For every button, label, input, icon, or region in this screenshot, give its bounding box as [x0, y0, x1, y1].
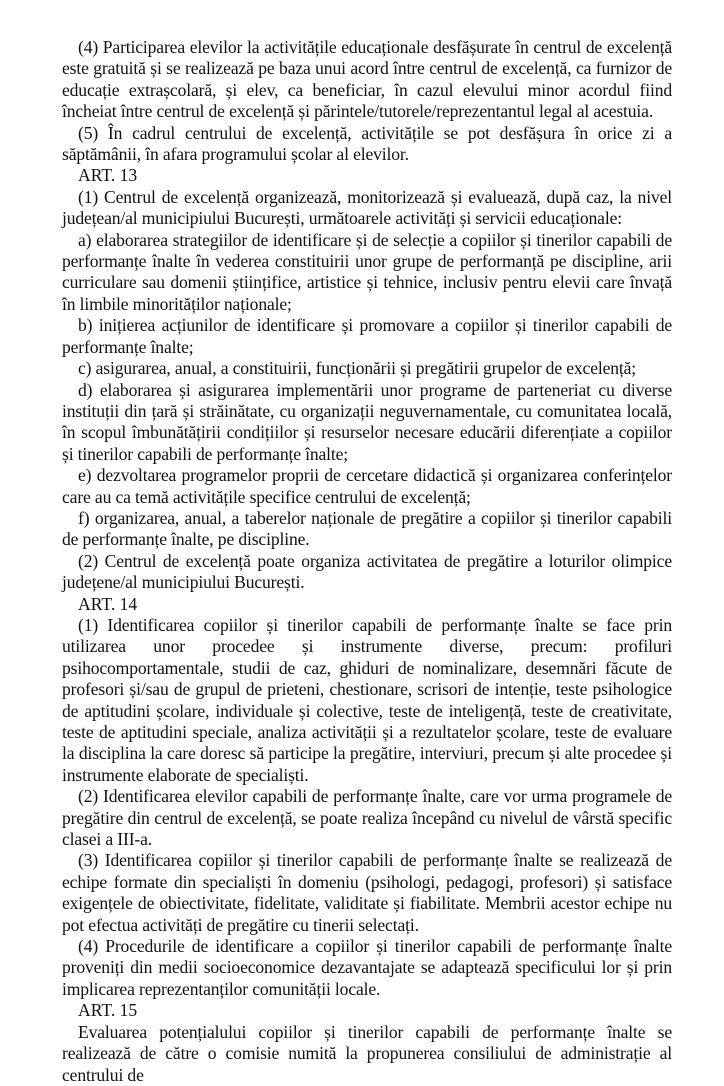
article-heading-15: ART. 15: [78, 1000, 138, 1021]
paragraph-art14-4: (4) Procedurile de identificare a copiilor și tinerilor capabili de performanțe înalte proveniți din medii socioeconomice dezavantajate se adaptează specificului lor și prin implicarea reprezentanților comunității locale.: [62, 936, 672, 999]
paragraph-art13-1-c: c) asigurarea, anual, a constituirii, funcționării și pregătirii grupelor de excelență;: [78, 358, 637, 379]
paragraph-art12-5: (5) În cadrul centrului de excelență, activitățile se pot desfășura în orice zi a săptămânii, în afara programului școlar al elevilor.: [62, 122, 672, 165]
document-page: [62, 37, 672, 1086]
paragraph-art12-4: (4) Participarea elevilor la activitățile educaționale desfășurate în centrul de excelență este gratuită și se realizează pe baza unui acord între centrul de excelență, ca furnizor de educație extrașcolară, și elev, ca beneficiar, în cazul elevului minor acordul fiind încheiat între centrul de excelență și părintele/tutorele/reprezentantul legal al acestuia.: [62, 37, 672, 122]
paragraph-art14-1: (1) Identificarea copiilor și tinerilor capabili de performanțe înalte se face prin utilizarea unor procedee și instrumente diverse, precum: profiluri psihocomportamentale, studii de caz, ghiduri de nominalizare, desemnări făcute de profesori și/sau de grupul de prieteni, chestionare, scrisori de intenție, teste psihologice de aptitudini școlare, individuale și colective, teste de inteligență, teste de creativitate, teste de aptitudini speciale, analiza activității și a rezultatelor școlare, teste de evaluare la disciplina la care doresc să participe la pregătire, interviuri, precum și alte procedee și instrumente elaborate de specialiști.: [62, 614, 672, 785]
paragraph-art14-3: (3) Identificarea copiilor și tinerilor capabili de performanțe înalte se realizează de echipe formate din specialiști în domeniu (psihologi, pedagogi, profesori) și satisface exigențele de obiectivitate, fidelitate, validitate și fiabilitate. Membrii acestor echipe nu pot efectua activități de pregătire cu tinerii selectați.: [62, 850, 672, 935]
paragraph-art13-1-f: f) organizarea, anual, a taberelor naționale de pregătire a copiilor și tinerilor capabili de performanțe înalte, pe discipline.: [62, 507, 672, 550]
paragraph-art13-2: (2) Centrul de excelență poate organiza activitatea de pregătire a loturilor olimpice județene/al municipiului București.: [62, 550, 672, 593]
article-heading-13: ART. 13: [78, 165, 138, 186]
paragraph-art15: Evaluarea potențialului copiilor și tinerilor capabili de performanțe înalte se realizează de către o comisie numită la propunerea consiliului de administrație al centrului de: [62, 1021, 672, 1085]
paragraph-art14-2: (2) Identificarea elevilor capabili de performanțe înalte, care vor urma programele de pregătire din centrul de excelență, se poate realiza începând cu nivelul de vârstă specific clasei a III-a.: [62, 786, 672, 850]
paragraph-art13-1-e: e) dezvoltarea programelor proprii de cercetare didactică și organizarea conferințelor care au ca temă activitățile specifice centrului de excelență;: [62, 465, 672, 507]
paragraph-art13-1: (1) Centrul de excelență organizează, monitorizează și evaluează, după caz, la nivel județean/al municipiului București, următoarele activități și servicii educaționale:: [62, 186, 672, 229]
article-heading-14: ART. 14: [78, 593, 138, 614]
paragraph-art13-1-b: b) inițierea acțiunilor de identificare și promovare a copiilor și tinerilor capabili de performanțe înalte;: [62, 315, 672, 357]
paragraph-art13-1-a: a) elaborarea strategiilor de identificare și de selecție a copiilor și tinerilor capabili de performanțe înalte în vederea constituirii unor grupe de performanță pe discipline, arii curriculare sau domenii științifice, artistice și tehnice, inclusiv pentru elevii care învață în limbile minorităților naționale;: [62, 229, 672, 314]
paragraph-art13-1-d: d) elaborarea și asigurarea implementării unor programe de parteneriat cu diverse instituții din țară și străinătate, cu organizații neguvernamentale, cu comunitatea locală, în scopul îmbunătățirii condițiilor și resurselor necesare educării diferențiate a copiilor și tinerilor capabili de performanțe înalte;: [62, 379, 672, 464]
